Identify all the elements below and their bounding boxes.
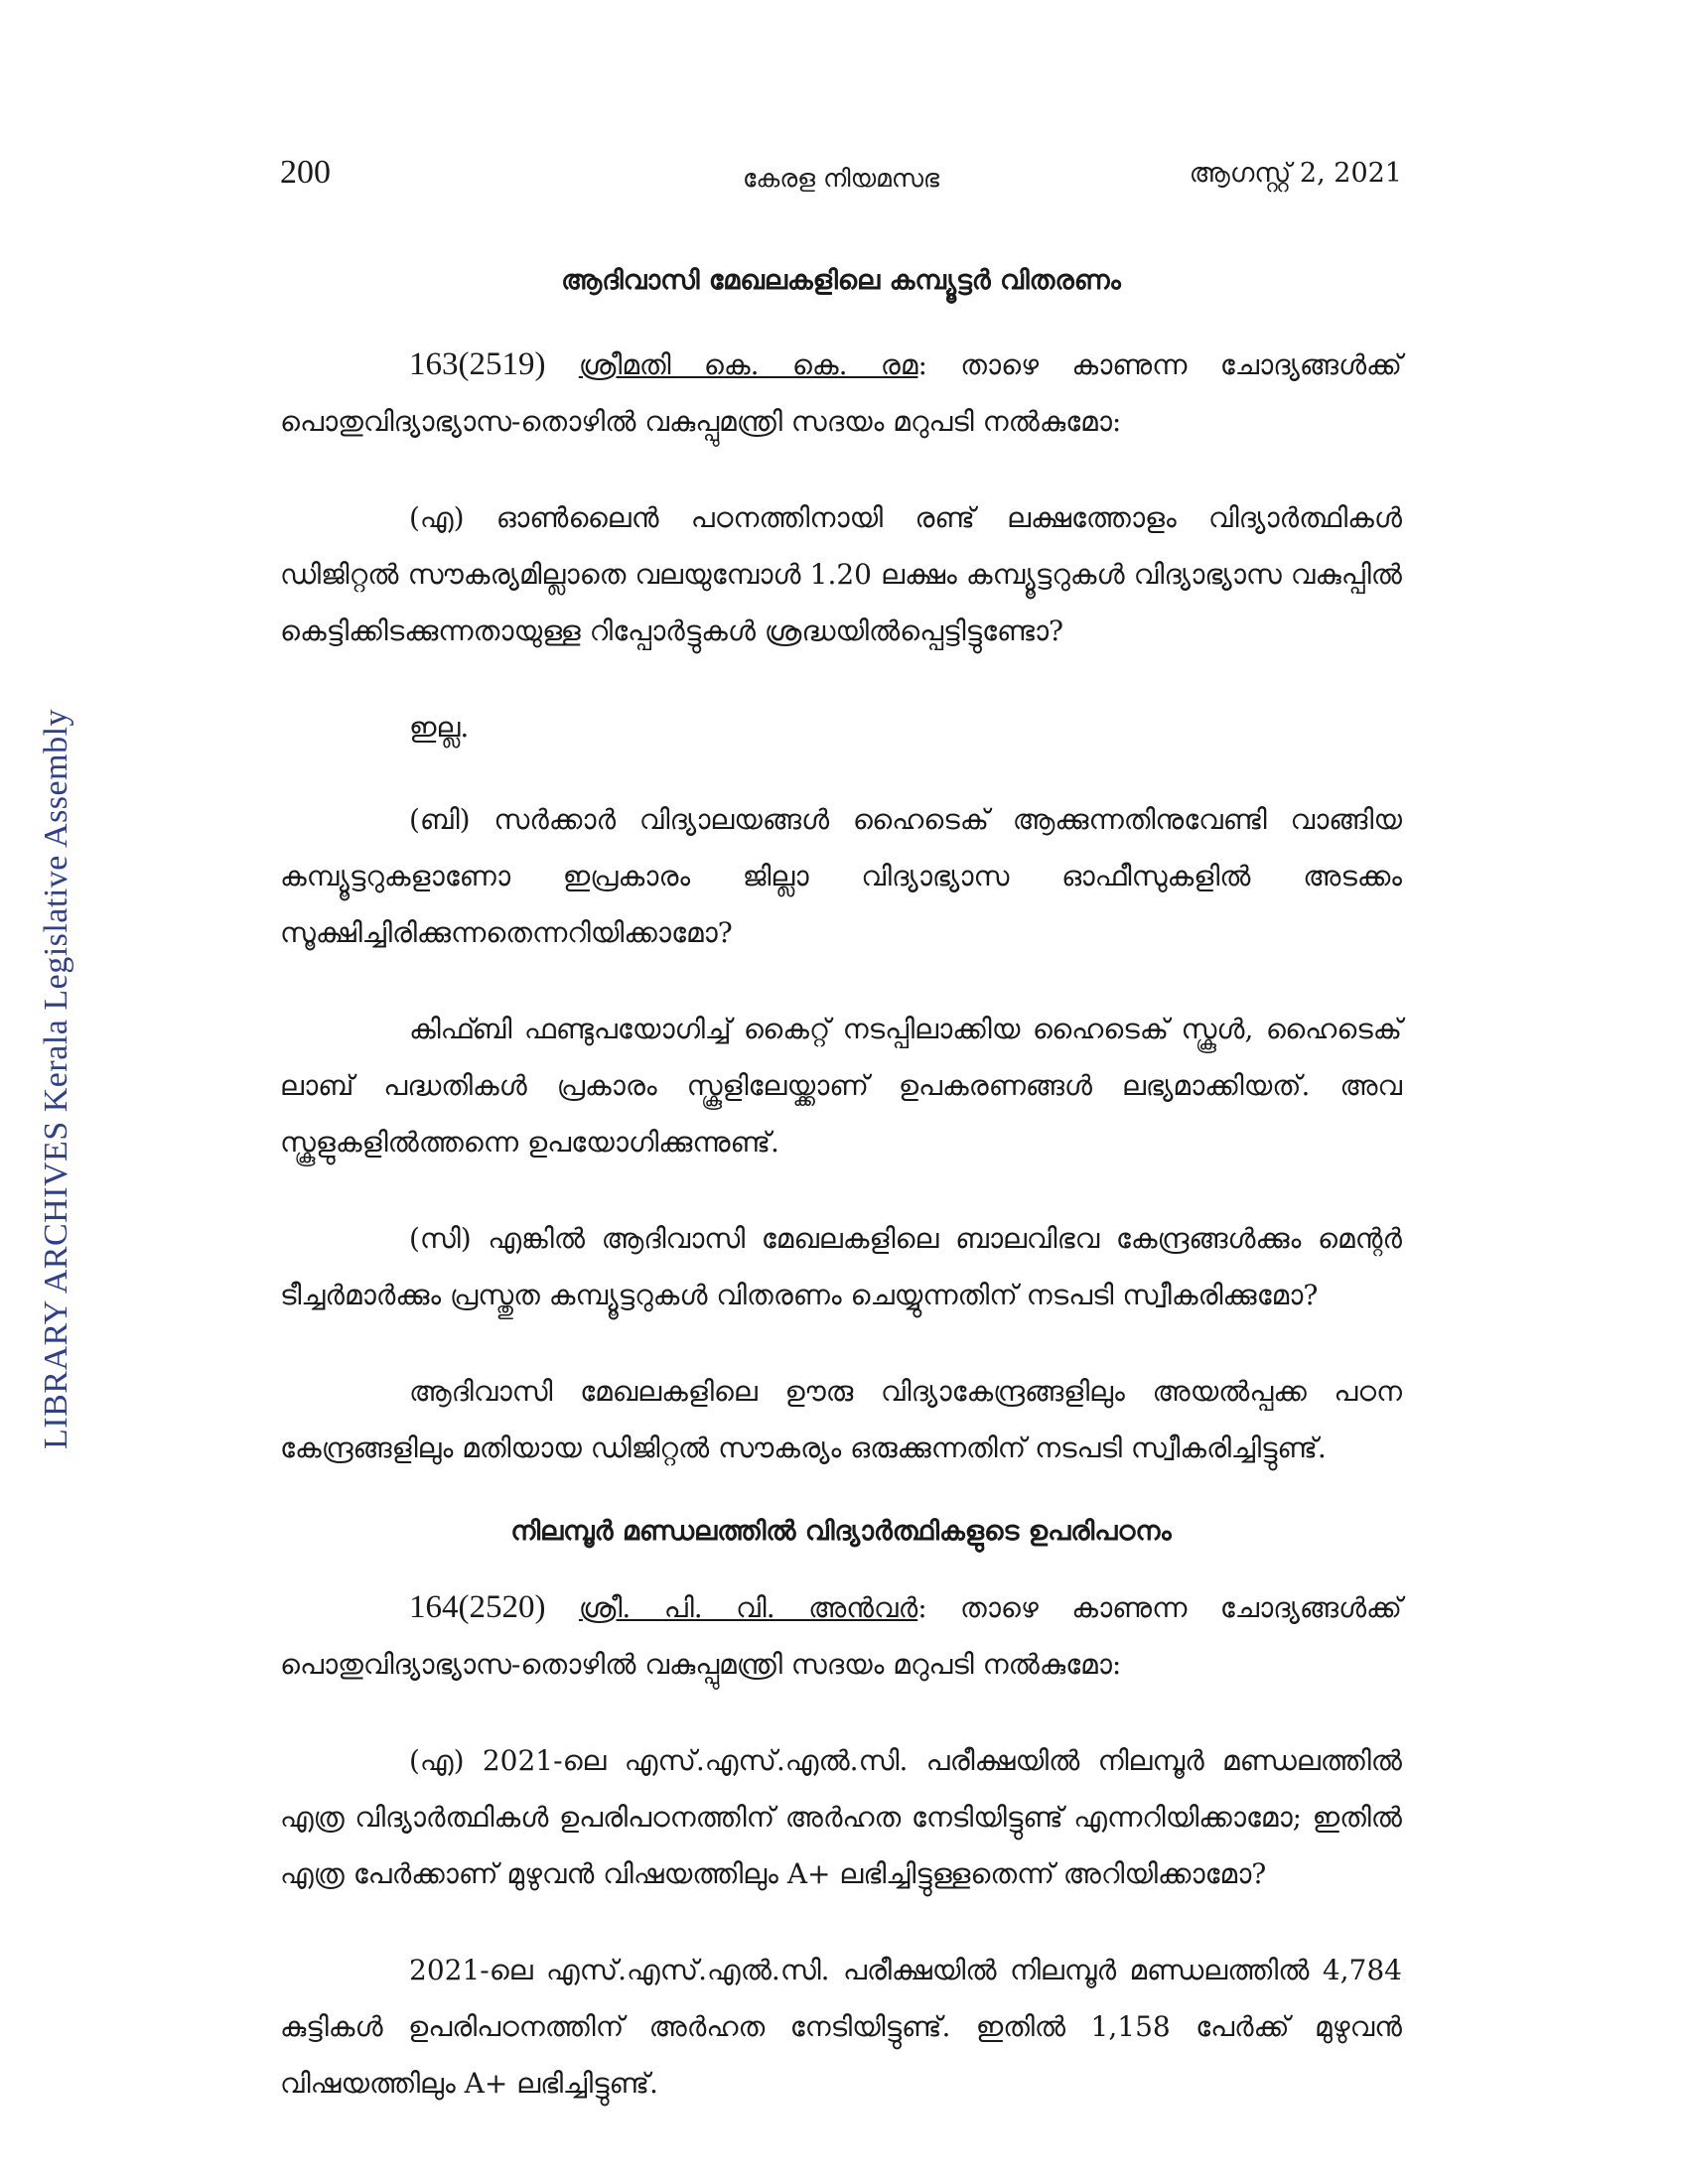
assembly-name: കേരള നിയമസഭ	[743, 164, 939, 193]
question-number: 163(2519)	[409, 346, 546, 382]
answer-164-a: 2021-ലെ എസ്.എസ്.എൽ.സി. പരീക്ഷയിൽ നിലമ്പൂർ മണ്ഡലത്തിൽ 4,784 കുട്ടികൾ ഉപരിപഠനത്തിന് അർഹത നേടിയിട്ടുണ്ട്. ഇതിൽ 1,158 പേർക്ക് മുഴുവൻ വിഷയത്തിലും A+ ലഭിച്ചിട്ടുണ്ട്.	[280, 1954, 1402, 2100]
question-163-intro	[280, 337, 1402, 450]
question-163-a: (എ) ഓൺലൈൻ പഠനത്തിനായി രണ്ട് ലക്ഷത്തോളം വിദ്യാർത്ഥികൾ ഡിജിറ്റൽ സൗകര്യമില്ലാതെ വലയുമ്പോൾ 1.20 ലക്ഷം കമ്പ്യൂട്ടറുകൾ വിദ്യാഭ്യാസ വകുപ്പിൽ കെട്ടിക്കിടക്കുന്നതായുള്ള റിപ്പോർട്ടുകൾ ശ്രദ്ധയിൽപ്പെട്ടിട്ടുണ്ടോ?	[280, 501, 1402, 647]
document-page	[280, 154, 1402, 2151]
question-164-a: (എ) 2021-ലെ എസ്.എസ്.എൽ.സി. പരീക്ഷയിൽ നിലമ്പൂർ മണ്ഡലത്തിൽ എത്ര വിദ്യാർത്ഥികൾ ഉപരിപഠനത്തിന് അർഹത നേടിയിട്ടുണ്ട് എന്നറിയിക്കാമോ; ഇതിൽ എത്ര പേർക്കാണ് മുഴുവൻ വിഷയത്തിലും A+ ലഭിച്ചിട്ടുള്ളതെന്ന് അറിയിക്കാമോ?	[280, 1744, 1402, 1890]
question-intro-text: : താഴെ കാണുന്ന ചോദ്യങ്ങൾക്ക് പൊതുവിദ്യാഭ്യാസ-തൊഴിൽ വകുപ്പുമന്ത്രി സദയം മറുപടി നൽകുമോ:	[280, 1591, 1403, 1681]
page-date: ആഗസ്റ്റ് 2, 2021	[1189, 158, 1402, 189]
member-name: ശ്രീ. പി. വി. അൻവർ	[578, 1591, 918, 1624]
question-intro-text: : താഴെ കാണുന്ന ചോദ്യങ്ങൾക്ക് പൊതുവിദ്യാഭ്യാസ-തൊഴിൽ വകുപ്പുമന്ത്രി സദയം മറുപടി നൽകുമോ:	[280, 348, 1403, 438]
page-number: 200	[280, 154, 331, 191]
section-title-computer-distribution: ആദിവാസി മേഖലകളിലെ കമ്പ്യൂട്ടർ വിതരണം	[561, 265, 1121, 296]
question-163-b: (ബി) സർക്കാർ വിദ്യാലയങ്ങൾ ഹൈടെക് ആക്കുന്നതിനുവേണ്ടി വാങ്ങിയ കമ്പ്യൂട്ടറുകളാണോ ഇപ്രകാരം ജില്ലാ വിദ്യാഭ്യാസ ഓഫീസുകളിൽ അടക്കം സൂക്ഷിച്ചിരിക്കുന്നതെന്നറിയിക്കാമോ?	[280, 803, 1402, 949]
question-number: 164(2520)	[409, 1589, 546, 1625]
answer-163-c: ആദിവാസി മേഖലകളിലെ ഊരു വിദ്യാകേന്ദ്രങ്ങളിലും അയൽപ്പക്ക പഠന കേന്ദ്രങ്ങളിലും മതിയായ ഡിജിറ്റൽ സൗകര്യം ഒരുക്കുന്നതിന് നടപടി സ്വീകരിച്ചിട്ടുണ്ട്.	[280, 1375, 1402, 1464]
section-title-nilambur-higher-studies: നിലമ്പൂർ മണ്ഡലത്തിൽ വിദ്യാർത്ഥികളുടെ ഉപരിപഠനം	[510, 1516, 1172, 1547]
member-name: ശ്രീമതി കെ. കെ. രമ	[578, 348, 918, 381]
archive-watermark: LIBRARY ARCHIVES Kerala Legislative Assembly	[38, 708, 74, 1449]
question-163-c: (സി) എങ്കിൽ ആദിവാസി മേഖലകളിലെ ബാലവിഭവ കേന്ദ്രങ്ങൾക്കും മെന്റർ ടീച്ചർമാർക്കും പ്രസ്തുത കമ്പ്യൂട്ടറുകൾ വിതരണം ചെയ്യുന്നതിന് നടപടി സ്വീകരിക്കുമോ?	[280, 1222, 1402, 1311]
answer-163-b: കിഫ്ബി ഫണ്ടുപയോഗിച്ച് കൈറ്റ് നടപ്പിലാക്കിയ ഹൈടെക് സ്കൂൾ, ഹൈടെക് ലാബ് പദ്ധതികൾ പ്രകാരം സ്കൂളിലേയ്ക്കാണ് ഉപകരണങ്ങൾ ലഭ്യമാക്കിയത്. അവ സ്കൂളുകളിൽത്തന്നെ ഉപയോഗിക്കുന്നുണ്ട്.	[280, 1013, 1402, 1159]
answer-163-a: ഇല്ല.	[409, 711, 470, 744]
question-164-intro	[280, 1579, 1402, 1693]
page-header	[280, 154, 1402, 213]
